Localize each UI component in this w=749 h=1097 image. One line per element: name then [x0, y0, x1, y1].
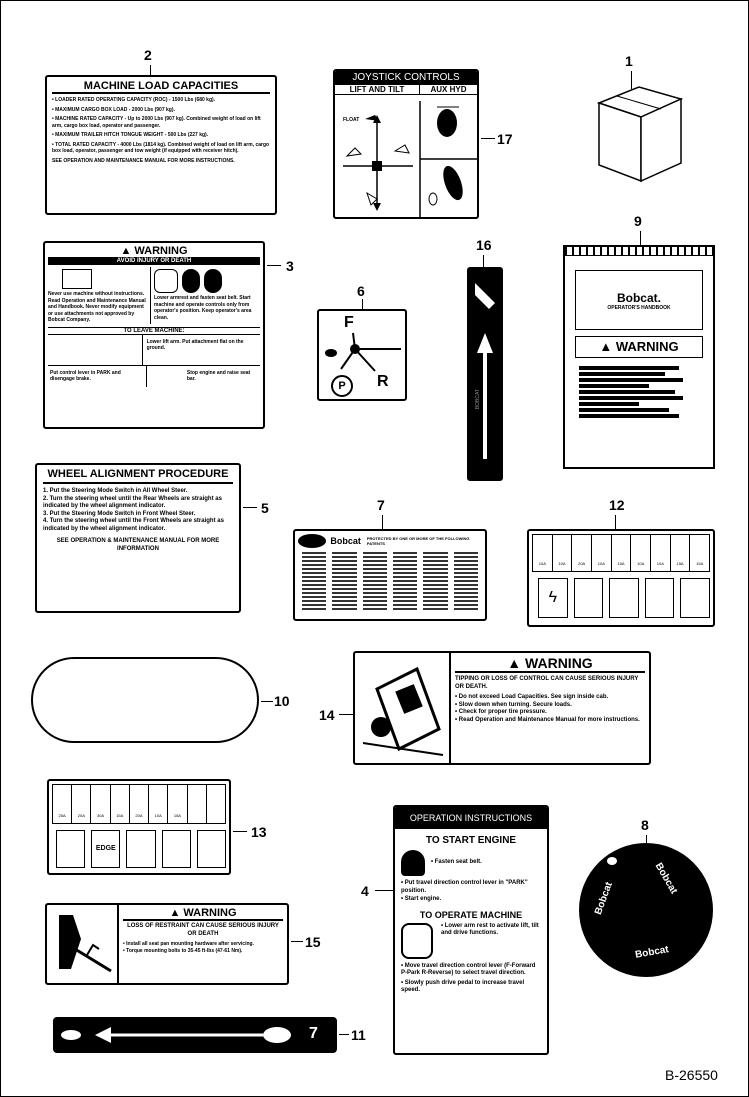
handbook-brand: Bobcat. — [616, 291, 661, 305]
load-line-4: • MAXIMUM TRAILER HITCH TONGUE WEIGHT - 500 Lbs (227 kg). — [52, 132, 209, 138]
decal-round-bobcat — [579, 843, 713, 977]
engine-relay-icon — [126, 830, 155, 868]
decal-package-box — [591, 81, 687, 185]
seat-belt-icon — [154, 269, 260, 293]
load-line-2: • MAXIMUM CARGO BOX LOAD - 2000 Lbs (907 kg). — [52, 106, 175, 113]
callout-16: 16 — [476, 237, 492, 253]
relay-row — [532, 578, 710, 618]
tipping-machine-icon — [359, 659, 447, 759]
callout-10: 10 — [274, 693, 290, 709]
reverse-letter: R — [377, 373, 389, 390]
edge-relay-label: EDGE — [91, 830, 120, 868]
handbook-warning: ▲ WARNING — [575, 336, 703, 358]
restraint-item-2: • Torque mounting bolts to 35-45 ft-lbs (47-61 Nm). — [123, 947, 243, 954]
leader-5 — [243, 507, 257, 508]
strip-text: BOBCAT — [475, 389, 481, 410]
callout-2: 2 — [144, 47, 152, 63]
seat-pan-icon — [51, 909, 117, 981]
leader-12 — [615, 515, 616, 529]
handbook-title: OPERATOR'S HANDBOOK — [607, 305, 671, 311]
decal-warning-avoid-injury — [43, 241, 265, 429]
fuse-amp-4: 10A — [592, 535, 612, 571]
joystick-diagram — [335, 101, 477, 217]
op-instructions-title: OPERATION INSTRUCTIONS — [395, 807, 547, 829]
warning-3-step-3: Stop engine and raise seat bar. — [186, 369, 251, 382]
bobcat-head-icon — [607, 857, 617, 865]
rear-fuse-amp-2: 20A — [72, 785, 91, 823]
book-icon — [62, 269, 92, 289]
fan-relay-icon — [609, 578, 639, 618]
decal-speed-strip — [53, 1017, 337, 1053]
op-start-2: • Put travel direction control lever in "PARK" position. — [401, 880, 528, 894]
fuse-row — [532, 534, 710, 572]
seated-operator-icon — [401, 850, 425, 876]
strip-arrow — [469, 269, 501, 479]
tipping-item-1: • Do not exceed Load Capacities. See sign inside cab. — [455, 694, 609, 700]
wheel-alignment-title: WHEEL ALIGNMENT PROCEDURE — [43, 468, 233, 484]
spare-relay-slot — [680, 578, 710, 618]
callout-13: 13 — [251, 824, 267, 840]
decal-direction-control — [317, 309, 407, 401]
round-brand-1: Bobcat — [652, 861, 680, 896]
load-line-1: • LOADER RATED OPERATING CAPACITY (ROC) - 1500 Lbs (680 kg). — [52, 97, 216, 103]
park-letter: P — [331, 375, 353, 397]
lower-arm-icon — [48, 335, 143, 365]
wheel-step-2: 2. Turn the steering wheel until the Rear Wheels are straight as indicated by the wheel alignment indicator. — [43, 495, 222, 509]
op-start-3: • Start engine. — [401, 896, 442, 902]
callout-9: 9 — [634, 213, 642, 229]
rear-fuse-amp-4: 15A — [111, 785, 130, 823]
op-start-heading: TO START ENGINE — [425, 835, 517, 846]
fuse-amp-9: 15A — [696, 561, 704, 566]
rear-fuse-amp-3: 30A — [91, 785, 110, 823]
restraint-warning-panel — [117, 905, 287, 983]
callout-6: 6 — [357, 283, 365, 299]
fuse-amp-5: 15A — [612, 535, 632, 571]
callout-8: 8 — [641, 817, 649, 833]
handbook-bullet-lines — [579, 366, 699, 418]
direction-lever-diagram — [319, 311, 405, 399]
fuse-amp-8: 15A — [671, 535, 691, 571]
fuse-amp-3: 20A — [572, 535, 592, 571]
callout-12: 12 — [609, 497, 625, 513]
tipping-warning-head: TIPPING OR LOSS OF CONTROL CAN CAUSE SERIOUS INJURY OR DEATH. — [455, 676, 639, 690]
handbook-warning-text: WARNING — [615, 339, 679, 354]
joystick-title: JOYSTICK CONTROLS — [335, 71, 477, 85]
decal-joystick-controls — [333, 69, 479, 219]
restraint-warning-title: WARNING — [183, 907, 237, 919]
figure-id: B-26550 — [665, 1067, 718, 1083]
decal-oval-blank — [31, 657, 259, 743]
decal-warning-restraint — [45, 903, 289, 985]
callout-4: 4 — [361, 883, 369, 899]
callout-17: 17 — [497, 131, 513, 147]
tipping-item-3: • Check for proper tire pressure. — [455, 709, 547, 715]
load-line-5: • TOTAL RATED CAPACITY - 4000 Lbs (1814 kg). Combined weight of load on lift arm, cargo box load, operator, passenger and tow weight (if equipped with receiver hitch). — [52, 141, 270, 154]
start-relay-icon — [197, 830, 226, 868]
decal-patents — [293, 529, 487, 621]
tipping-warning-title: WARNING — [525, 655, 593, 671]
decal-fuse-panel-front — [527, 529, 715, 627]
fuse-row-rear — [52, 784, 226, 824]
leader-4 — [375, 890, 393, 891]
speed-arrow — [53, 1017, 337, 1053]
joystick-lift-tilt-label: LIFT AND TILT — [335, 85, 420, 94]
op-operate-1: • Lower arm rest to activate lift, tilt and drive functions. — [441, 922, 539, 936]
spiral-binding — [565, 247, 713, 256]
op-operate-3: • Slowly push drive pedal to increase travel speed. — [401, 979, 525, 993]
rear-fuse-amp-6: 10A — [149, 785, 168, 823]
leader-13 — [233, 831, 247, 832]
bobcat-logo-icon — [298, 534, 326, 548]
warning-3-header: ▲ WARNING — [120, 245, 188, 257]
callout-14: 14 — [319, 707, 335, 723]
wheel-step-3: 3. Put the Steering Mode Switch in Front Wheel Steer. — [43, 510, 196, 517]
load-capacities-title: MACHINE LOAD CAPACITIES — [52, 80, 270, 94]
callout-5: 5 — [261, 500, 269, 516]
callout-1: 1 — [625, 53, 633, 69]
leader-11 — [339, 1034, 349, 1035]
joystick-aux-hyd-label: AUX HYD — [430, 85, 467, 94]
decal-vertical-strip — [467, 267, 503, 481]
wheel-step-1: 1. Put the Steering Mode Switch in All Wheel Steer. — [43, 488, 188, 494]
leader-3 — [267, 265, 281, 266]
tipping-item-2: • Slow down when turning. Secure loads. — [455, 701, 572, 708]
tipping-item-4: • Read Operation and Maintenance Manual for more instructions. — [455, 716, 640, 723]
op-operate-heading: TO OPERATE MACHINE — [419, 909, 523, 920]
warning-3-title: WARNING — [134, 245, 188, 257]
leader-7 — [382, 515, 383, 529]
seat-armrest-icon — [401, 923, 433, 959]
fuse-amp-1: 10A — [533, 535, 553, 571]
speed-strip-number: 7 — [309, 1025, 318, 1042]
rear-fuse-amp-1: 25A — [53, 785, 72, 823]
joystick-float-label: FLOAT — [343, 117, 360, 123]
decal-operation-instructions — [393, 805, 549, 1055]
rear-relay-row — [52, 830, 226, 868]
restraint-item-1: • Install all seat pan mounting hardware after servicing. — [123, 941, 254, 947]
warning-3-step-1: Lower lift arm. Put attachment flat on the ground. — [146, 338, 244, 351]
warning-3-right: Lower armrest and fasten seat belt. Start machine and operate controls only from operator's position. Keep operator's area clean. — [154, 295, 252, 321]
wiper-relay-icon — [574, 578, 604, 618]
round-brand-2: Bobcat — [592, 880, 615, 917]
leader-6 — [362, 299, 363, 309]
brake-relay-icon — [162, 830, 191, 868]
warning-3-sub: AVOID INJURY OR DEATH — [48, 257, 260, 265]
callout-11: 11 — [351, 1027, 366, 1043]
handbook-cover — [575, 270, 703, 330]
round-brand-3: Bobcat — [634, 944, 670, 961]
restraint-warning-header: ▲ WARNING — [123, 907, 283, 921]
wheel-alignment-footer: SEE OPERATION & MAINTENANCE MANUAL FOR MORE INFORMATION — [56, 538, 220, 552]
fuse-amp-7: 10A — [651, 535, 671, 571]
warning-3-step-2: Put control lever in PARK and disengage brake. — [48, 366, 147, 387]
decal-warning-tipping — [353, 651, 651, 765]
restraint-warning-head: LOSS OF RESTRAINT CAN CAUSE SERIOUS INJURY OR DEATH — [127, 923, 279, 937]
decal-operator-handbook — [563, 245, 715, 469]
warning-3-left: Never use machine without instructions. Read Operation and Maintenance Manual and Handbook. Never modify equipment or use attachments not approved by Bobcat Company. — [48, 291, 146, 323]
patents-brand: Bobcat — [330, 536, 361, 546]
op-operate-2: • Move travel direction control lever (F-Forward P-Park R-Reverse) to select travel direction. — [401, 962, 536, 976]
fuse-amp-6: 10A — [631, 535, 651, 571]
warning-3-leave: TO LEAVE MACHINE: — [48, 327, 260, 335]
leader-9 — [640, 231, 641, 245]
callout-15: 15 — [305, 934, 321, 950]
op-start-1: • Fasten seat belt. — [431, 859, 482, 866]
door-relay-icon — [56, 830, 85, 868]
forward-letter: F — [344, 314, 354, 331]
patents-heading: PROTECTED BY ONE OR MORE OF THE FOLLOWING PATENTS — [366, 536, 470, 546]
decal-fuse-panel-rear — [47, 779, 231, 875]
leader-17 — [481, 138, 495, 139]
leader-14 — [339, 714, 353, 715]
load-line-3: • MACHINE RATED CAPACITY - Up to 2000 Lbs (907 kg). Combined weight of load on lift arm, cargo box load, operator and passenger. — [52, 116, 261, 129]
rear-fuse-amp-5: 20A — [130, 785, 149, 823]
callout-3: 3 — [286, 258, 294, 274]
decal-wheel-alignment — [35, 463, 241, 613]
light-relay-icon — [645, 578, 675, 618]
tipping-warning-header: ▲ WARNING — [455, 655, 645, 673]
callout-7: 7 — [377, 497, 385, 513]
wheel-step-4: 4. Turn the steering wheel until the Front Wheels are straight as indicated by the wheel alignment indicator. — [43, 518, 224, 532]
patents-list — [302, 552, 478, 610]
decal-load-capacities — [45, 75, 277, 215]
load-line-6: SEE OPERATION AND MAINTENANCE MANUAL FOR MORE INSTRUCTIONS. — [52, 157, 235, 164]
rear-fuse-amp-7: 15A — [168, 785, 187, 823]
fuse-amp-2: 10A — [553, 535, 573, 571]
power-relay-icon: ϟ — [538, 578, 568, 618]
leader-10 — [261, 701, 273, 702]
leader-15 — [291, 941, 303, 942]
tipping-warning-panel — [449, 653, 649, 765]
